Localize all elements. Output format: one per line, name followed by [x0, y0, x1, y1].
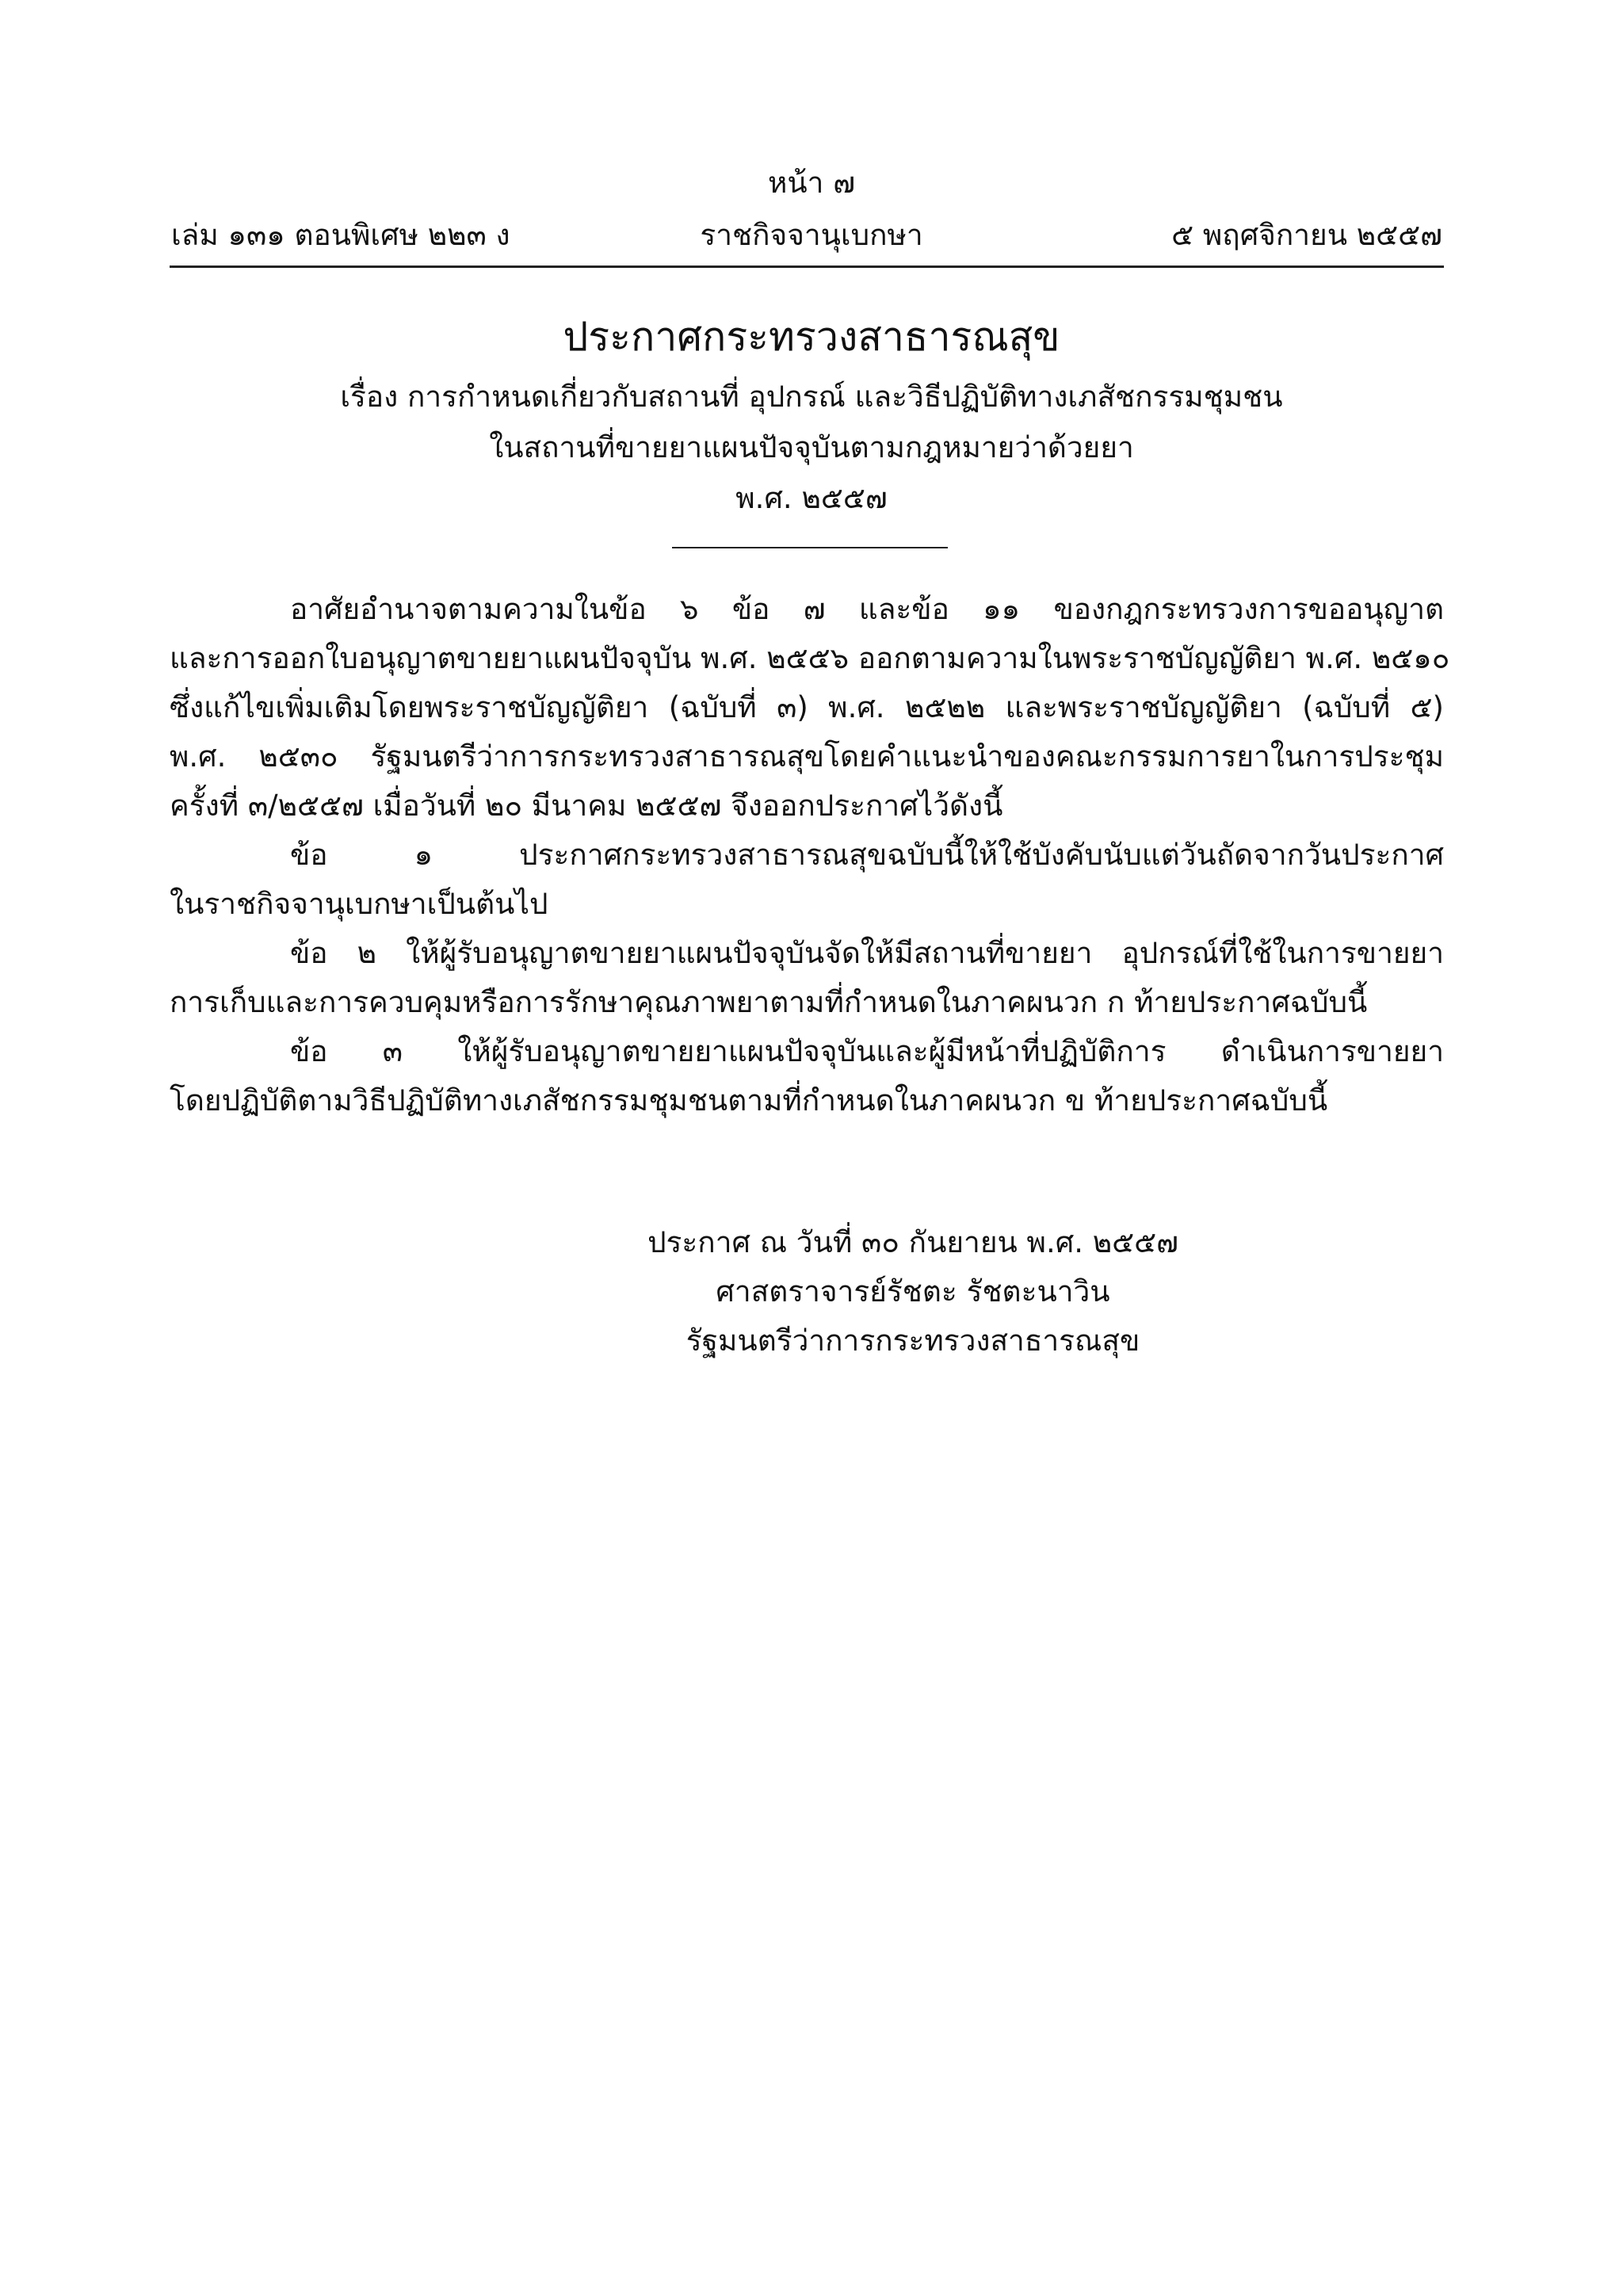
clause-3-continued: โดยปฏิบัติตามวิธีปฏิบัติทางเภสัชกรรมชุมชนตามที่กำหนดในภาคผนวก ข ท้ายประกาศฉบับนี้ [170, 1083, 1328, 1117]
clause-3: ข้อ ๓ ให้ผู้รับอนุญาตขายยาแผนปัจจุบันและผู้มีหน้าที่ปฏิบัติการ ดำเนินการขายยา [290, 1034, 1444, 1068]
body-line: พ.ศ. ๒๕๓๐ รัฐมนตรีว่าการกระทรวงสาธารณสุขโดยคำแนะนำของคณะกรรมการยาในการประชุม [170, 739, 1444, 774]
announcement-title: ประกาศกระทรวงสาธารณสุข [563, 314, 1060, 360]
body-line: ครั้งที่ ๓/๒๕๕๗ เมื่อวันที่ ๒๐ มีนาคม ๒๕๕๗ จึงออกประกาศไว้ดังนี้ [170, 789, 1003, 823]
clause-1: ข้อ ๑ ประกาศกระทรวงสาธารณสุขฉบับนี้ให้ใช้บังคับนับแต่วันถัดจากวันประกาศ [290, 838, 1444, 872]
gazette-name: ราชกิจจานุเบกษา [700, 218, 923, 252]
page-number: หน้า ๗ [767, 166, 856, 200]
subject-year: พ.ศ. ๒๕๕๗ [735, 481, 888, 515]
body-line: อาศัยอำนาจตามความในข้อ ๖ ข้อ ๗ และข้อ ๑๑ ของกฎกระทรวงการขออนุญาต [290, 592, 1444, 626]
body-line: และการออกใบอนุญาตขายยาแผนปัจจุบัน พ.ศ. ๒๕๕๖ ออกตามความในพระราชบัญญัติยา พ.ศ. ๒๕๑๐ [170, 641, 1450, 675]
body-line: ซึ่งแก้ไขเพิ่มเติมโดยพระราชบัญญัติยา (ฉบับที่ ๓) พ.ศ. ๒๕๒๒ และพระราชบัญญัติยา (ฉบับที่ ๕) [170, 690, 1444, 724]
signatory-position: รัฐมนตรีว่าการกระทรวงสาธารณสุข [685, 1324, 1140, 1358]
clause-1-continued: ในราชกิจจานุเบกษาเป็นต้นไป [170, 887, 548, 921]
subject-line-continued: ในสถานที่ขายยาแผนปัจจุบันตามกฎหมายว่าด้วยยา [489, 430, 1134, 464]
subject-line: เรื่อง การกำหนดเกี่ยวกับสถานที่ อุปกรณ์ และวิธีปฏิบัติทางเภสัชกรรมชุมชน [340, 380, 1283, 414]
header-divider [170, 266, 1444, 268]
clause-2: ข้อ ๒ ให้ผู้รับอนุญาตขายยาแผนปัจจุบันจัดให้มีสถานที่ขายยา อุปกรณ์ที่ใช้ในการขายยา [290, 936, 1444, 970]
title-divider [672, 547, 948, 548]
volume-issue: เล่ม ๑๓๑ ตอนพิเศษ ๒๒๓ ง [171, 218, 510, 252]
publication-date: ๕ พฤศจิกายน ๒๕๕๗ [1171, 218, 1442, 252]
signature-date: ประกาศ ณ วันที่ ๓๐ กันยายน พ.ศ. ๒๕๕๗ [647, 1225, 1178, 1259]
signatory-name: ศาสตราจารย์รัชตะ รัชตะนาวิน [716, 1274, 1110, 1308]
clause-2-continued: การเก็บและการควบคุมหรือการรักษาคุณภาพยาตามที่กำหนดในภาคผนวก ก ท้ายประกาศฉบับนี้ [170, 985, 1368, 1019]
